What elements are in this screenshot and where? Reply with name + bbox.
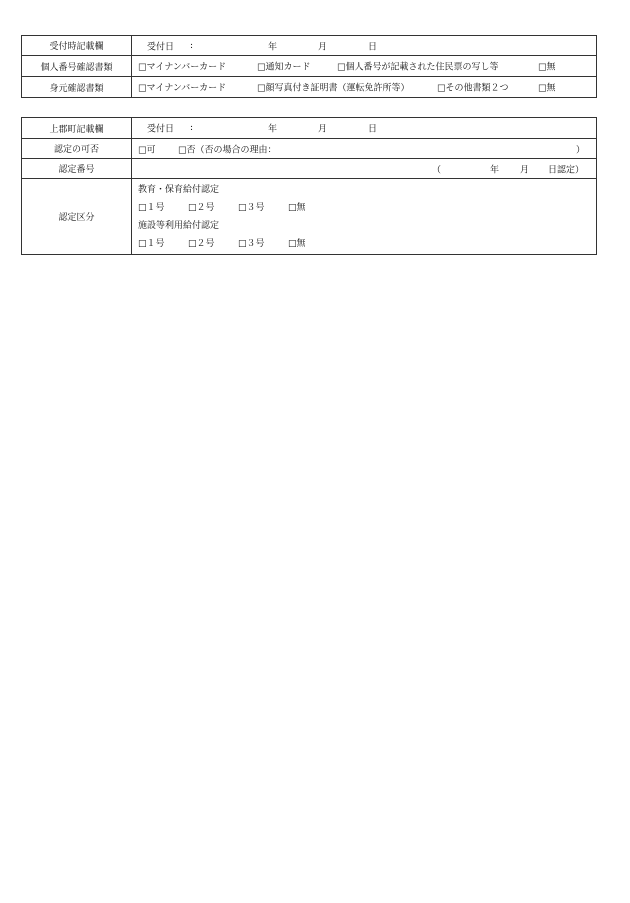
mynumber-options bbox=[132, 56, 597, 77]
approval-close-paren: ） bbox=[576, 145, 586, 155]
category-label: 認定区分 bbox=[22, 179, 132, 255]
education-option-3[interactable]: □３号 bbox=[238, 203, 265, 213]
mynumber-none-checkbox[interactable]: □無 bbox=[538, 62, 556, 73]
receipt-date-label: 受付日 bbox=[147, 42, 175, 52]
facility-option-3[interactable]: □３号 bbox=[238, 239, 265, 249]
identity-options bbox=[132, 77, 597, 98]
receipt-year: 年 bbox=[268, 42, 278, 52]
mynumber-row bbox=[22, 56, 597, 77]
identity-row bbox=[22, 77, 597, 98]
education-title: 教育・保育給付認定 bbox=[138, 185, 220, 195]
cert-number-row bbox=[22, 159, 597, 179]
approval-options bbox=[132, 139, 597, 159]
category-row bbox=[22, 179, 597, 255]
other-docs-checkbox[interactable]: □その他書類２つ bbox=[437, 83, 509, 94]
receipt-row bbox=[22, 36, 597, 56]
mynumber-label: 個人番号確認書類 bbox=[22, 56, 132, 77]
receipt-label: 受付時記載欄 bbox=[22, 36, 132, 56]
receipt-colon: : bbox=[190, 40, 194, 51]
cert-year: 年 bbox=[490, 165, 500, 175]
town-year: 年 bbox=[268, 124, 278, 135]
photo-id-checkbox[interactable]: □顔写真付き証明書（運転免許所等） bbox=[257, 83, 410, 94]
facility-option-2[interactable]: □２号 bbox=[188, 239, 215, 249]
town-receipt-date-cell[interactable] bbox=[132, 118, 597, 139]
town-day: 日 bbox=[368, 124, 378, 135]
identity-label: 身元確認書類 bbox=[22, 77, 132, 98]
mynumber-card-checkbox[interactable]: □マイナンバーカード bbox=[138, 62, 227, 73]
town-colon: : bbox=[190, 123, 194, 133]
town-receipt-label: 上郡町記載欄 bbox=[22, 118, 132, 139]
cert-number-cell[interactable] bbox=[132, 159, 597, 179]
cert-day-suffix: 日認定） bbox=[548, 165, 585, 175]
education-option-2[interactable]: □２号 bbox=[188, 203, 215, 213]
category-cell bbox=[132, 179, 597, 255]
approval-no-checkbox[interactable]: □否（否の場合の理由： bbox=[178, 145, 277, 155]
facility-option-none[interactable]: □無 bbox=[288, 239, 306, 249]
town-date-label: 受付日 bbox=[147, 124, 175, 135]
cert-number-label: 認定番号 bbox=[22, 159, 132, 179]
receipt-day: 日 bbox=[368, 42, 378, 52]
education-option-1[interactable]: □１号 bbox=[138, 203, 165, 213]
notice-card-checkbox[interactable]: □通知カード bbox=[257, 62, 311, 73]
facility-title: 施設等利用給付認定 bbox=[138, 221, 220, 231]
town-month: 月 bbox=[318, 124, 328, 135]
identity-none-checkbox[interactable]: □無 bbox=[538, 83, 556, 94]
cert-month: 月 bbox=[520, 165, 530, 175]
reception-table bbox=[21, 35, 597, 98]
town-receipt-row bbox=[22, 118, 597, 139]
identity-mynumber-card-checkbox[interactable]: □マイナンバーカード bbox=[138, 83, 227, 94]
cert-open-paren: （ bbox=[432, 165, 442, 175]
approval-yes-checkbox[interactable]: □可 bbox=[138, 145, 156, 155]
receipt-date-cell[interactable] bbox=[132, 36, 597, 56]
approval-label: 認定の可否 bbox=[22, 139, 132, 159]
resident-copy-checkbox[interactable]: □個人番号が記載された住民票の写し等 bbox=[337, 62, 499, 73]
education-option-none[interactable]: □無 bbox=[288, 203, 306, 213]
receipt-month: 月 bbox=[318, 42, 328, 52]
approval-row bbox=[22, 139, 597, 159]
town-table bbox=[21, 117, 597, 255]
facility-option-1[interactable]: □１号 bbox=[138, 239, 165, 249]
